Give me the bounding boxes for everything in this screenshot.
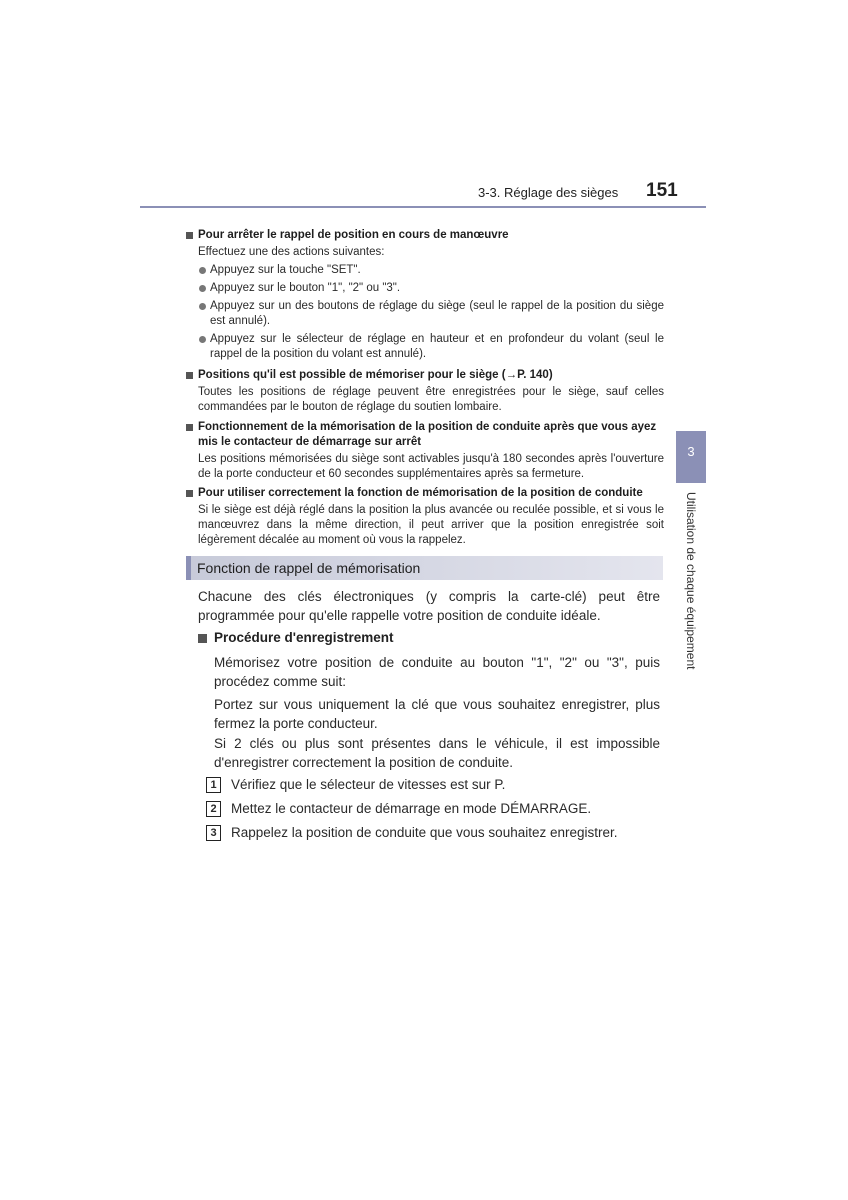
bullet-icon	[199, 267, 206, 274]
subheading: Procédure d'enregistrement	[198, 630, 394, 645]
step-3	[206, 825, 618, 841]
list-item: Appuyez sur un des boutons de réglage du siège (seul le rappel de la position du siège est annulé).	[186, 299, 664, 329]
note-heading: Positions qu'il est possible de mémoriser pour le siège (→P. 140)	[186, 368, 664, 383]
note-heading: Pour utiliser correctement la fonction de mémorisation de la position de conduite	[186, 486, 664, 501]
square-bullet-icon	[186, 372, 193, 379]
page-number: 151	[646, 180, 678, 201]
note-heading: Pour arrêter le rappel de position en cours de manœuvre	[186, 228, 664, 243]
step-text: Vérifiez que le sélecteur de vitesses est sur P.	[231, 777, 506, 792]
square-bullet-icon	[186, 490, 193, 497]
note-text: Les positions mémorisées du siège sont activables jusqu'à 180 secondes après l'ouverture de la porte conducteur et 60 secondes supplémentaires après sa fermeture.	[198, 453, 664, 480]
square-bullet-icon	[186, 232, 193, 239]
step-text: Mettez le contacteur de démarrage en mode DÉMARRAGE.	[231, 801, 592, 816]
section-heading-band	[186, 556, 663, 580]
running-header-section: 3-3. Réglage des sièges	[478, 185, 619, 200]
section-accent-bar	[186, 556, 191, 580]
note-text: Si le siège est déjà réglé dans la position la plus avancée ou reculée possible, et si vous le manœuvrez dans la même direction, il peut arriver que la position enregistrée soit légèrement décalée au moment où vous la rappelez.	[198, 504, 664, 546]
step-1	[206, 777, 505, 793]
chapter-tab: 3	[676, 431, 706, 483]
step-number: 3	[206, 825, 221, 841]
note-after-engine-off	[186, 420, 664, 482]
chapter-title: Utilisation de chaque équipement	[684, 492, 698, 670]
list-item: Appuyez sur le sélecteur de réglage en hauteur et en profondeur du volant (seul le rappel de la position du volant est annulé).	[186, 332, 664, 362]
section-intro: Chacune des clés électroniques (y compris la carte-clé) peut être programmée pour qu'elle rappelle votre position de conduite idéale.	[198, 589, 660, 623]
step-text: Rappelez la position de conduite que vous souhaitez enregistrer.	[231, 825, 618, 840]
bullet-icon	[199, 285, 206, 292]
bullet-icon	[199, 303, 206, 310]
note-heading: Fonctionnement de la mémorisation de la position de conduite après que vous ayez mis le contacteur de démarrage sur arrêt	[186, 420, 664, 450]
step-number: 1	[206, 777, 221, 793]
chapter-tab-label	[676, 492, 706, 692]
list-item: Appuyez sur la touche "SET".	[186, 263, 664, 278]
note-correct-use	[186, 486, 664, 548]
procedure-para-1: Mémorisez votre position de conduite au bouton "1", "2" ou "3", puis procédez comme suit:	[214, 655, 660, 689]
square-bullet-icon	[186, 424, 193, 431]
step-number: 2	[206, 801, 221, 817]
note-memorizable-positions	[186, 368, 664, 415]
square-bullet-icon	[198, 634, 207, 643]
step-2	[206, 801, 591, 817]
note-text: Toutes les positions de réglage peuvent être enregistrées pour le siège, sauf celles commandées par le bouton de réglage du soutien lombaire.	[198, 386, 664, 413]
procedure-para-2: Portez sur vous uniquement la clé que vous souhaitez enregistrer, plus fermez la porte conducteur.	[214, 697, 660, 731]
header-rule	[140, 206, 706, 208]
section-title: Fonction de rappel de mémorisation	[197, 560, 421, 576]
bullet-icon	[199, 336, 206, 343]
list-item: Appuyez sur le bouton "1", "2" ou "3".	[186, 281, 664, 296]
note-text: Effectuez une des actions suivantes:	[198, 246, 385, 258]
procedure-para-3: Si 2 clés ou plus sont présentes dans le véhicule, il est impossible d'enregistrer correctement la position de conduite.	[214, 736, 660, 770]
note-stop-recall	[186, 228, 664, 362]
